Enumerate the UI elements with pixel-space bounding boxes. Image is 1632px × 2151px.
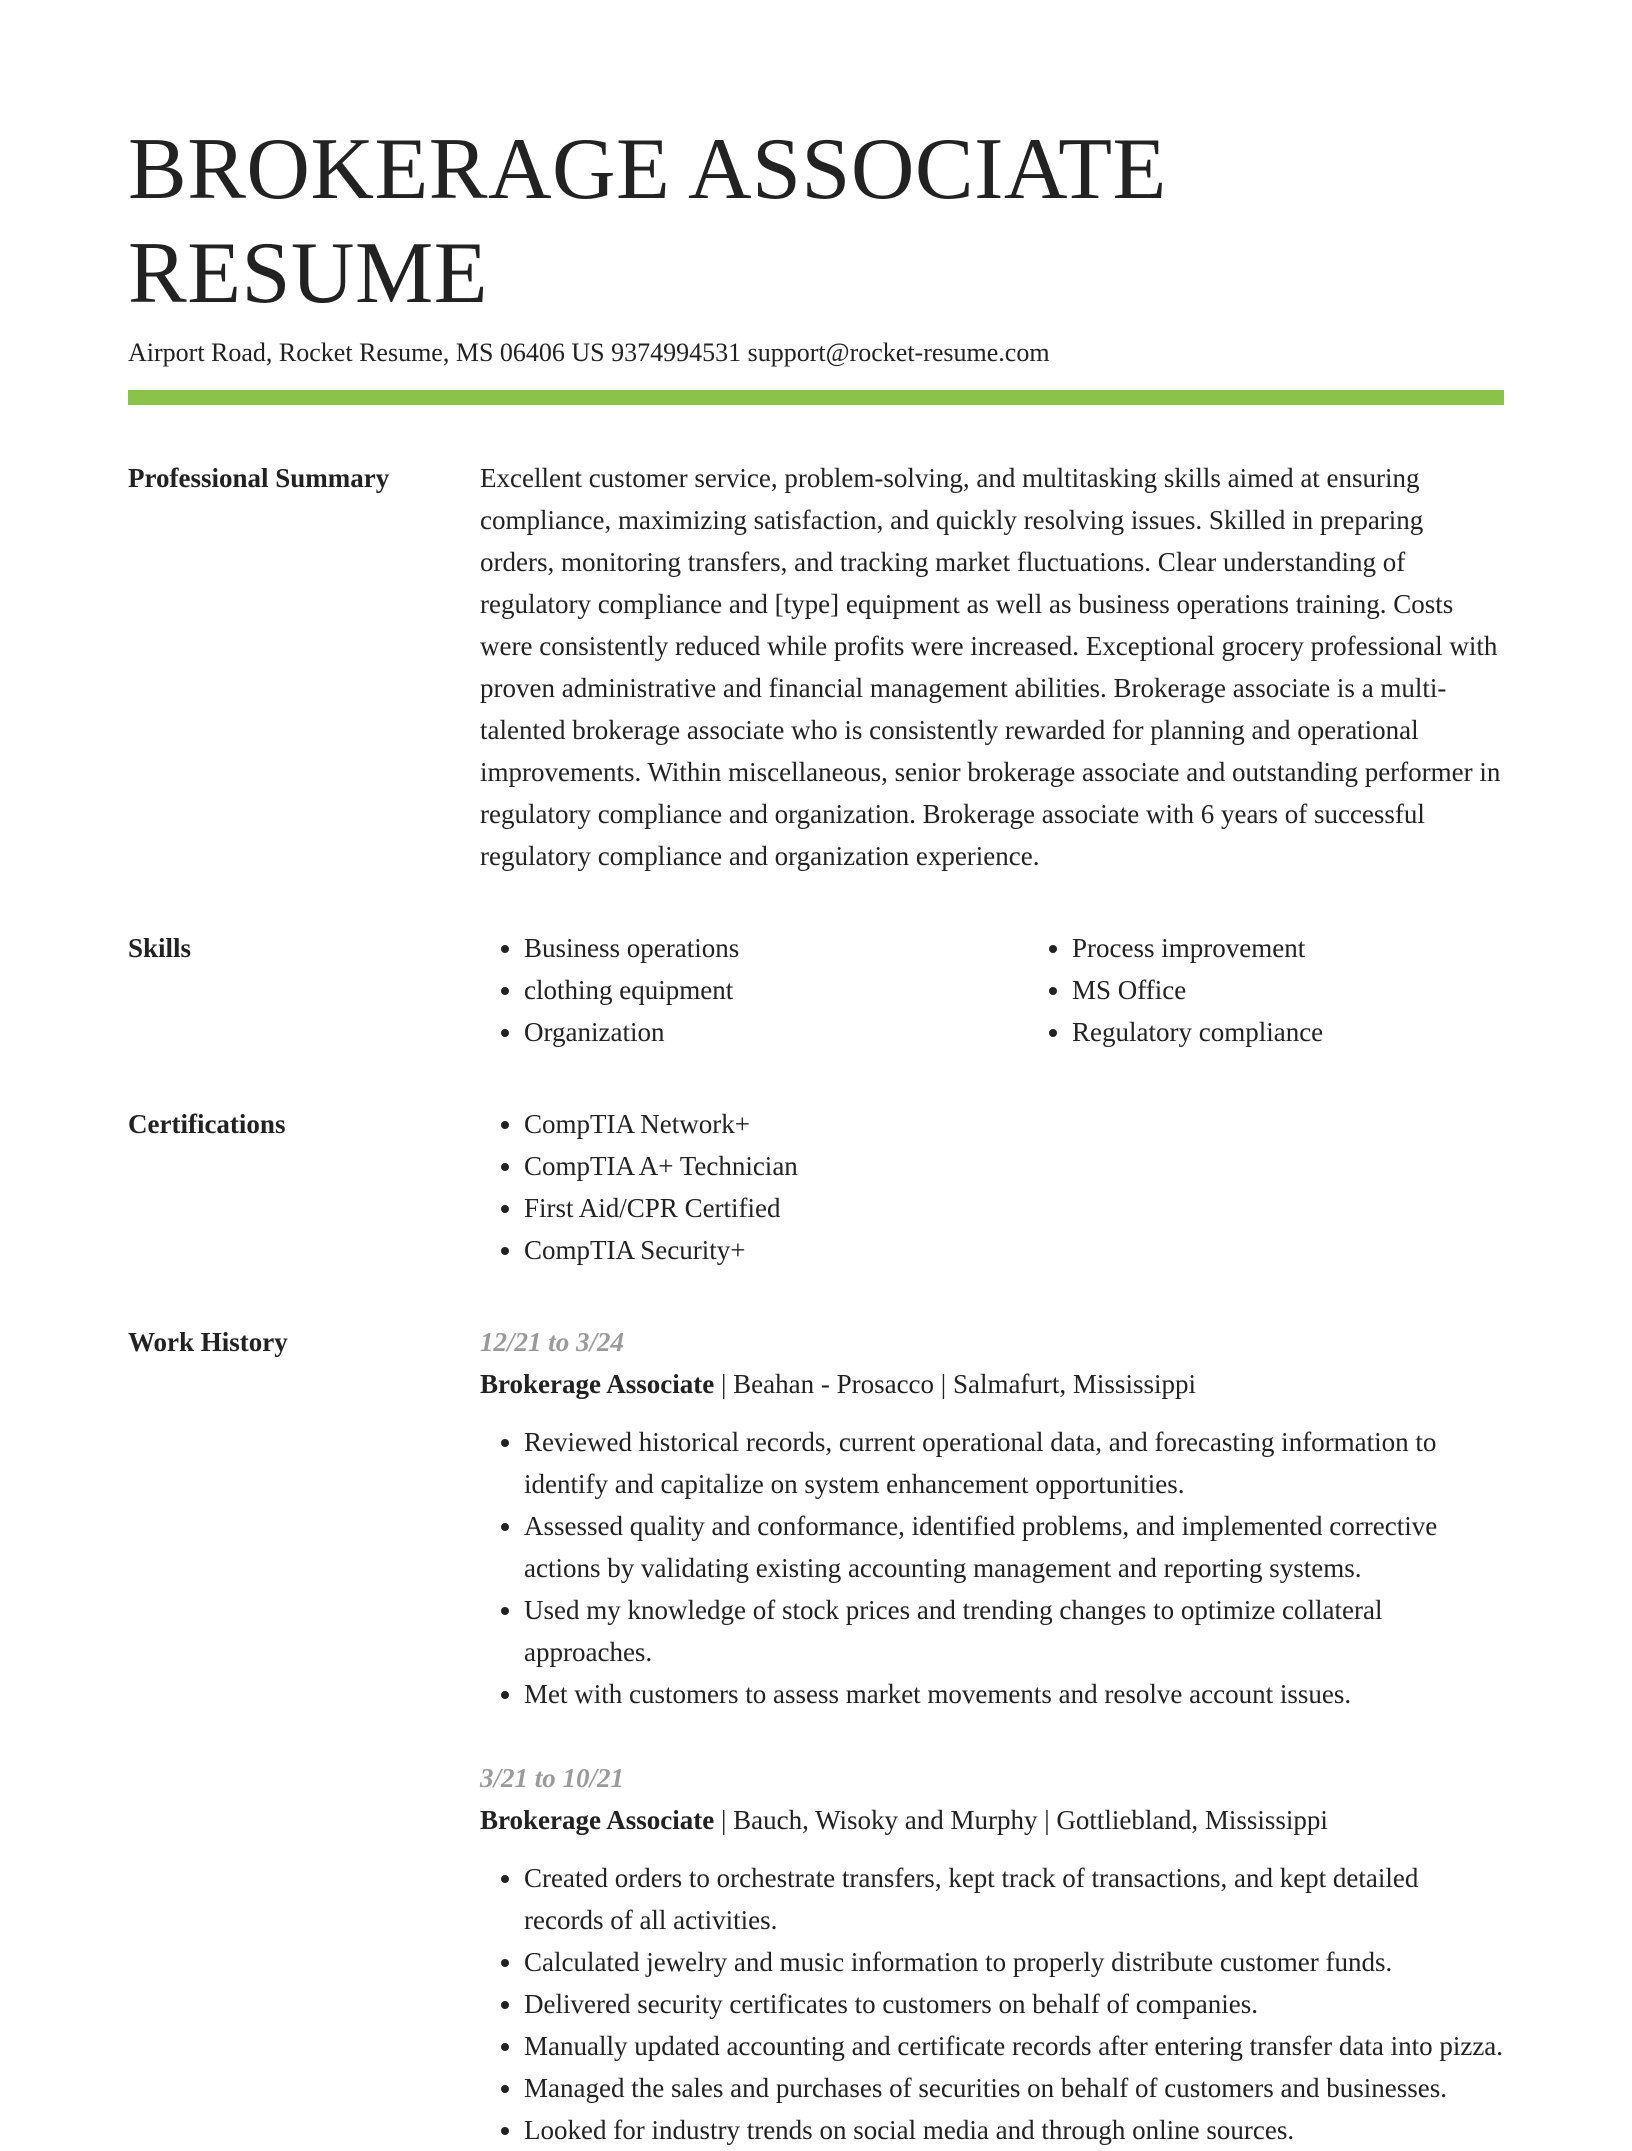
job-bullet: • Used my knowledge of stock prices and trending changes to optimize collateral approaches. [524, 1589, 1504, 1673]
job-role: Brokerage Associate [480, 1805, 715, 1835]
skill-item: • Organization [524, 1011, 1028, 1053]
job-employer-location: | Beahan - Prosacco | Salmafurt, Mississippi [714, 1369, 1196, 1399]
certification-item: • CompTIA A+ Technician [524, 1145, 1504, 1187]
skills-section [128, 927, 1504, 1053]
resume-page [128, 118, 1504, 2151]
certifications-section [128, 1103, 1504, 1271]
job-bullet: • Met with customers to assess market movements and resolve account issues. [524, 1673, 1504, 1715]
job-title-line [480, 1799, 1504, 1841]
job-employer-location: | Bauch, Wisoky and Murphy | Gottliebland, Mississippi [714, 1805, 1328, 1835]
work-history-section [128, 1321, 1504, 2151]
job-bullets [480, 1857, 1504, 2151]
job-bullet: • Managed the sales and purchases of securities on behalf of customers and businesses. [524, 2067, 1504, 2109]
skill-item: • Regulatory compliance [1072, 1011, 1576, 1053]
skill-item: • Business operations [524, 927, 1028, 969]
job-title-line [480, 1363, 1504, 1405]
certification-item: • CompTIA Network+ [524, 1103, 1504, 1145]
job-dates: 12/21 to 3/24 [480, 1327, 625, 1357]
job-bullet: • Looked for industry trends on social media and through online sources. [524, 2109, 1504, 2151]
certification-item: • CompTIA Security+ [524, 1229, 1504, 1271]
job-bullet: • Manually updated accounting and certificate records after entering transfer data into pizza. [524, 2025, 1504, 2067]
summary-section [128, 457, 1504, 877]
skill-item: • MS Office [1072, 969, 1576, 1011]
skills-list-left [480, 927, 1028, 1053]
summary-text: Excellent customer service, problem-solving, and multitasking skills aimed at ensuring compliance, maximizing satisfaction, and quickly resolving issues. Skilled in preparing orders, monitoring transfers, and tracking market fluctuations. Clear understanding of regulatory compliance and [type] equipment as well as business operations training. Costs were consistently reduced while profits were increased. Exceptional grocery professional with proven administrative and financial management abilities. Brokerage associate is a multi-talented brokerage associate who is consistently rewarded for planning and operational improvements. Within miscellaneous, senior brokerage associate and outstanding performer in regulatory compliance and organization. Brokerage associate with 6 years of successful regulatory compliance and organization experience. [480, 463, 1501, 871]
job-bullet: • Delivered security certificates to customers on behalf of companies. [524, 1983, 1504, 2025]
section-heading: Skills [128, 933, 192, 963]
job-bullet: • Calculated jewelry and music information to properly distribute customer funds. [524, 1941, 1504, 1983]
job-dates: 3/21 to 10/21 [480, 1763, 625, 1793]
accent-divider [128, 390, 1504, 405]
resume-title: BROKERAGE ASSOCIATE RESUME [128, 121, 1167, 322]
job-entry [480, 1321, 1504, 1715]
job-bullet: • Created orders to orchestrate transfers, kept track of transactions, and kept detailed records of all activities. [524, 1857, 1504, 1941]
job-role: Brokerage Associate [480, 1369, 715, 1399]
skills-list-right [1028, 927, 1576, 1053]
contact-line: Airport Road, Rocket Resume, MS 06406 US 9374994531 support@rocket-resume.com [128, 338, 1050, 367]
job-bullet: • Reviewed historical records, current operational data, and forecasting information to identify and capitalize on system enhancement opportunities. [524, 1421, 1504, 1505]
section-heading: Work History [128, 1327, 288, 1357]
job-entry [480, 1757, 1504, 2151]
certification-item: • First Aid/CPR Certified [524, 1187, 1504, 1229]
job-bullet: • Assessed quality and conformance, identified problems, and implemented corrective actions by validating existing accounting management and reporting systems. [524, 1505, 1504, 1589]
job-bullets [480, 1421, 1504, 1715]
section-heading: Professional Summary [128, 463, 390, 493]
skill-item: • clothing equipment [524, 969, 1028, 1011]
section-heading: Certifications [128, 1109, 286, 1139]
certifications-list [480, 1103, 1504, 1271]
skill-item: • Process improvement [1072, 927, 1576, 969]
